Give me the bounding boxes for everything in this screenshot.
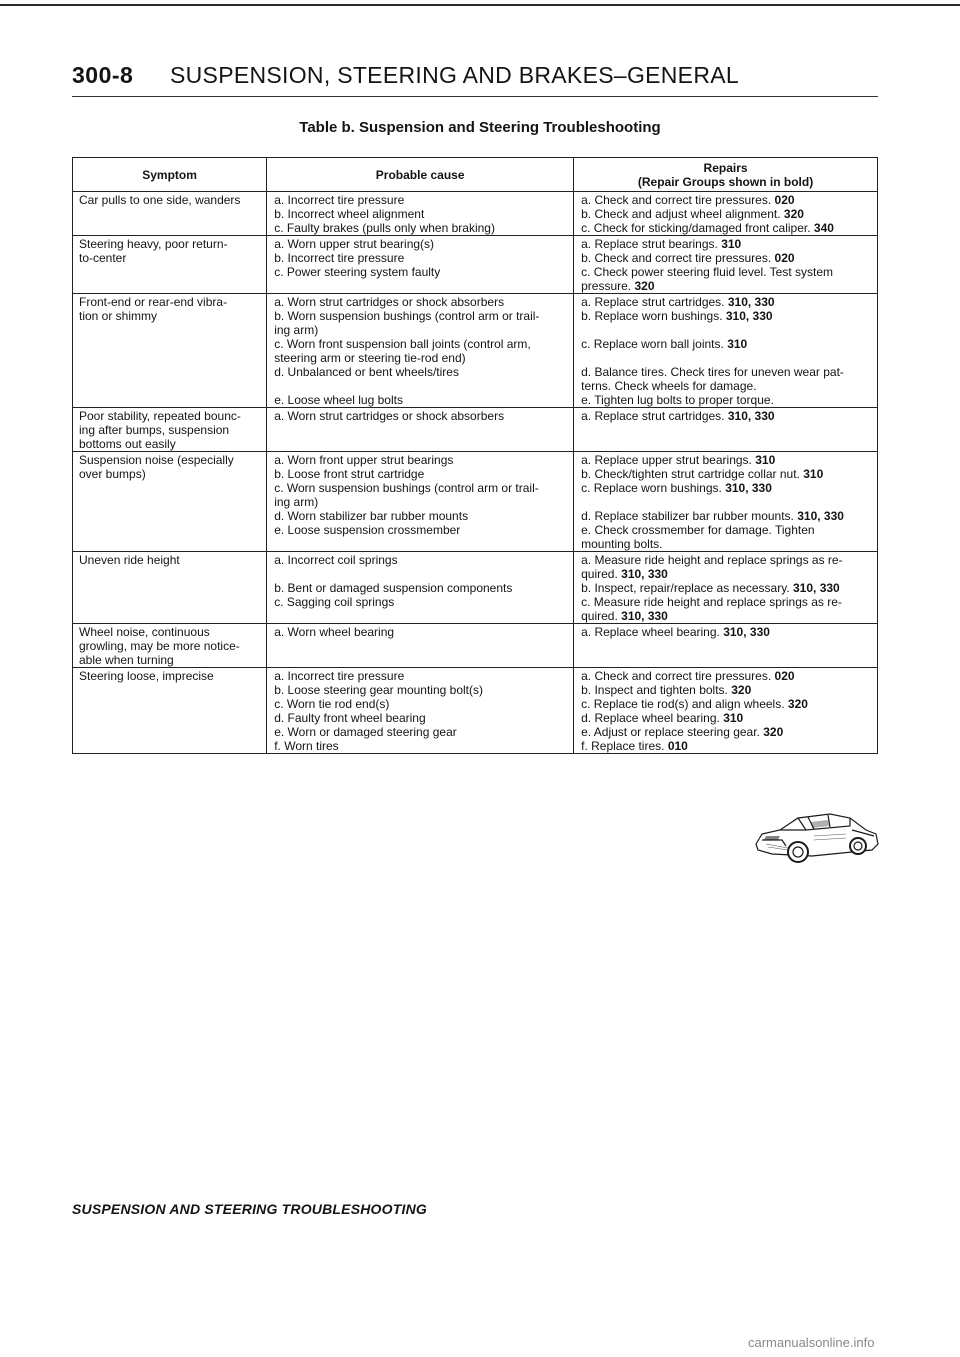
table-title: Table b. Suspension and Steering Troubleshooting	[299, 119, 661, 136]
repair-cell	[574, 236, 878, 294]
repair-line	[581, 609, 870, 623]
repair-text: a. Replace wheel bearing.	[581, 625, 724, 639]
column-header-repairs-label: Repairs	[703, 160, 748, 175]
repair-text: c. Check for sticking/damaged front caliper.	[581, 221, 814, 235]
cause-text	[274, 609, 566, 623]
repair-text: c. Check power steering fluid level. Test system	[581, 265, 833, 279]
table-header-row	[73, 158, 878, 192]
repair-text: d. Replace wheel bearing.	[581, 711, 724, 725]
cause-text: c. Worn suspension bushings (control arm or trail-	[274, 481, 539, 495]
repair-line	[581, 467, 870, 481]
repair-cell	[574, 452, 878, 552]
symptom-text: Wheel noise, continuous	[79, 625, 210, 639]
repair-text: b. Check and correct tire pressures.	[581, 251, 775, 265]
repair-text: b. Check/tighten strut cartridge collar nut.	[581, 467, 804, 481]
repair-cell	[574, 624, 878, 668]
repair-text: a. Check and correct tire pressures.	[581, 193, 775, 207]
section-title: SUSPENSION, STEERING AND BRAKES–GENERAL	[170, 62, 739, 88]
repair-group-number: 020	[774, 251, 795, 265]
repair-text: mounting bolts.	[581, 537, 663, 551]
repair-group-number: 310, 330	[797, 509, 844, 523]
cause-text: b. Loose steering gear mounting bolt(s)	[274, 683, 483, 697]
repair-line	[581, 193, 870, 207]
cause-text: d. Faulty front wheel bearing	[274, 711, 426, 725]
top-rule	[0, 4, 960, 6]
repair-text: a. Replace strut bearings.	[581, 237, 722, 251]
repair-line	[581, 337, 870, 351]
symptom-text: Car pulls to one side, wanders	[79, 193, 241, 207]
repair-text: b. Inspect and tighten bolts.	[581, 683, 732, 697]
cause-cell	[267, 668, 574, 754]
symptom-text: Steering heavy, poor return-	[79, 237, 228, 251]
column-header-repairs-sub: (Repair Groups shown in bold)	[637, 174, 814, 189]
symptom-cell	[73, 552, 267, 624]
cause-text: a. Worn wheel bearing	[274, 625, 395, 639]
repair-text: a. Replace upper strut bearings.	[581, 453, 756, 467]
repair-text: f. Replace tires.	[581, 739, 668, 753]
repair-group-number: 310, 330	[725, 309, 773, 323]
symptom-text: ing after bumps, suspension	[79, 423, 230, 437]
table-row	[73, 624, 878, 668]
repair-line	[581, 509, 870, 523]
cause-text: a. Incorrect coil springs	[274, 553, 398, 567]
cause-cell	[267, 192, 574, 236]
cause-text: steering arm or steering tie-rod end)	[274, 351, 466, 365]
symptom-text: bottoms out easily	[79, 437, 176, 451]
repair-group-number: 310, 330	[723, 625, 770, 639]
symptom-text: over bumps)	[79, 467, 146, 481]
repair-group-number: 310, 330	[621, 567, 668, 581]
repair-cell	[574, 294, 878, 408]
cause-text: c. Worn front suspension ball joints (control arm,	[274, 337, 531, 351]
repair-text: d. Balance tires. Check tires for uneven wear pat-	[581, 365, 844, 379]
repair-text: b. Replace worn bushings.	[581, 309, 726, 323]
cause-text: c. Power steering system faulty	[274, 265, 441, 279]
cause-text	[274, 537, 566, 551]
cause-text: b. Incorrect wheel alignment	[274, 207, 425, 221]
repair-text: terns. Check wheels for damage.	[581, 379, 757, 393]
repair-text: c. Measure ride height and replace springs as re-	[581, 595, 842, 609]
repair-group-number: 340	[813, 221, 834, 235]
repair-line	[581, 453, 870, 467]
repair-group-number: 310, 330	[727, 409, 775, 423]
cause-cell	[267, 408, 574, 452]
repair-line	[581, 537, 870, 551]
cause-text: d. Unbalanced or bent wheels/tires	[274, 365, 459, 379]
column-header-symptom: Symptom	[73, 158, 267, 192]
repair-text: quired.	[581, 609, 622, 623]
repair-group-number: 310, 330	[725, 481, 772, 495]
table-row	[73, 668, 878, 754]
repair-cell	[574, 552, 878, 624]
repair-line	[581, 725, 870, 739]
repair-group-number: 320	[634, 279, 655, 293]
cause-text: a. Incorrect tire pressure	[274, 193, 405, 207]
repair-group-number: 310	[755, 453, 776, 467]
footer-section-label: SUSPENSION AND STEERING TROUBLESHOOTING	[72, 1201, 427, 1217]
symptom-text: Suspension noise (especially	[79, 453, 234, 467]
repair-line	[581, 365, 870, 379]
repair-line	[581, 351, 870, 365]
cause-text: f. Worn tires	[274, 739, 339, 753]
repair-line	[581, 697, 870, 711]
repair-text: pressure.	[581, 279, 635, 293]
repair-line	[581, 295, 870, 309]
symptom-text: Uneven ride height	[79, 553, 180, 567]
repair-line	[581, 669, 870, 683]
repair-group-number: 310	[721, 237, 742, 251]
repair-group-number: 320	[787, 697, 808, 711]
symptom-text: to-center	[79, 251, 127, 265]
cause-text: a. Worn strut cartridges or shock absorbers	[274, 409, 505, 423]
cause-text: a. Worn upper strut bearing(s)	[274, 237, 435, 251]
repair-group-number: 320	[731, 683, 752, 697]
repair-line	[581, 553, 870, 567]
table-row	[73, 408, 878, 452]
symptom-text: Poor stability, repeated bounc-	[79, 409, 241, 423]
repair-text: a. Measure ride height and replace springs as re-	[581, 553, 843, 567]
repair-group-number: 310, 330	[727, 295, 775, 309]
cause-text: a. Worn strut cartridges or shock absorbers	[274, 295, 505, 309]
repair-text: c. Replace worn bushings.	[581, 481, 726, 495]
cause-text: a. Worn front upper strut bearings	[274, 453, 454, 467]
repair-group-number: 320	[763, 725, 784, 739]
repair-text: a. Replace strut cartridges.	[581, 409, 728, 423]
repair-text: c. Replace tie rod(s) and align wheels.	[581, 697, 788, 711]
cause-text: c. Faulty brakes (pulls only when braking)	[274, 221, 495, 235]
repair-cell	[574, 668, 878, 754]
repair-group-number: 310, 330	[793, 581, 840, 595]
repair-line	[581, 251, 870, 265]
page-header	[72, 62, 878, 98]
repair-line	[581, 523, 870, 537]
repair-text: a. Replace strut cartridges.	[581, 295, 728, 309]
repair-line	[581, 279, 870, 293]
repair-text: e. Tighten lug bolts to proper torque.	[581, 393, 774, 407]
repair-text: quired.	[581, 567, 622, 581]
repair-group-number: 310	[803, 467, 824, 481]
table-body	[73, 192, 878, 754]
cause-text: d. Worn stabilizer bar rubber mounts	[274, 509, 469, 523]
cause-text: e. Loose wheel lug bolts	[274, 393, 403, 407]
table-row	[73, 552, 878, 624]
repair-line	[581, 309, 870, 323]
repair-text: e. Check crossmember for damage. Tighten	[581, 523, 815, 537]
table-row	[73, 236, 878, 294]
repair-line	[581, 495, 870, 509]
symptom-text: Steering loose, imprecise	[79, 669, 214, 683]
repair-line	[581, 409, 870, 423]
cause-text	[274, 279, 566, 293]
column-header-repairs	[574, 158, 878, 192]
repair-line	[581, 393, 870, 407]
repair-line	[581, 683, 870, 697]
cause-text: b. Worn suspension bushings (control arm or trail-	[274, 309, 540, 323]
page-number: 300-8	[72, 62, 134, 88]
column-header-cause: Probable cause	[267, 158, 574, 192]
symptom-cell	[73, 236, 267, 294]
repair-text: e. Adjust or replace steering gear.	[581, 725, 764, 739]
repair-group-number: 020	[774, 669, 795, 683]
symptom-cell	[73, 452, 267, 552]
symptom-text: growling, may be more notice-	[79, 639, 240, 653]
repair-text: b. Check and adjust wheel alignment.	[581, 207, 784, 221]
repair-group-number: 020	[774, 193, 795, 207]
cause-text: b. Bent or damaged suspension components	[274, 581, 513, 595]
cause-text: ing arm)	[274, 323, 319, 337]
cause-text: b. Loose front strut cartridge	[274, 467, 425, 481]
cause-text	[274, 379, 566, 393]
repair-line	[581, 567, 870, 581]
symptom-text: able when turning	[79, 653, 174, 667]
cause-cell	[267, 552, 574, 624]
repair-line	[581, 221, 870, 235]
repair-group-number: 310	[723, 711, 744, 725]
repair-line	[581, 323, 870, 337]
repair-text: b. Inspect, repair/replace as necessary.	[581, 581, 793, 595]
cause-text: a. Incorrect tire pressure	[274, 669, 405, 683]
cause-text: b. Incorrect tire pressure	[274, 251, 405, 265]
symptom-text: tion or shimmy	[79, 309, 158, 323]
repair-line	[581, 237, 870, 251]
watermark: carmanualsonline.info	[748, 1335, 875, 1350]
repair-group-number: 310, 330	[621, 609, 668, 623]
repair-line	[581, 595, 870, 609]
table-row	[73, 192, 878, 236]
cause-cell	[267, 452, 574, 552]
repair-line	[581, 481, 870, 495]
cause-cell	[267, 624, 574, 668]
repair-line	[581, 711, 870, 725]
header-rule	[72, 96, 878, 97]
repair-group-number: 320	[783, 207, 804, 221]
cause-cell	[267, 294, 574, 408]
table-row	[73, 452, 878, 552]
car-icon	[752, 800, 882, 868]
symptom-text: Front-end or rear-end vibra-	[79, 295, 228, 309]
repair-text: c. Replace worn ball joints.	[581, 337, 728, 351]
repair-line	[581, 625, 870, 639]
symptom-cell	[73, 294, 267, 408]
repair-line	[581, 207, 870, 221]
repair-cell	[574, 192, 878, 236]
symptom-cell	[73, 668, 267, 754]
cause-text: e. Loose suspension crossmember	[274, 523, 461, 537]
symptom-cell	[73, 408, 267, 452]
repair-line	[581, 581, 870, 595]
repair-line	[581, 379, 870, 393]
repair-group-number: 310	[727, 337, 748, 351]
symptom-cell	[73, 624, 267, 668]
repair-group-number: 010	[667, 739, 688, 753]
repair-line	[581, 739, 870, 753]
cause-cell	[267, 236, 574, 294]
table-row	[73, 294, 878, 408]
cause-text: e. Worn or damaged steering gear	[274, 725, 457, 739]
cause-text: c. Sagging coil springs	[274, 595, 395, 609]
troubleshooting-table	[72, 157, 878, 754]
repair-text: d. Replace stabilizer bar rubber mounts.	[581, 509, 798, 523]
repair-cell	[574, 408, 878, 452]
cause-text: ing arm)	[274, 495, 319, 509]
repair-text: a. Check and correct tire pressures.	[581, 669, 775, 683]
symptom-cell	[73, 192, 267, 236]
cause-text	[274, 567, 566, 581]
cause-text: c. Worn tie rod end(s)	[274, 697, 390, 711]
repair-line	[581, 265, 870, 279]
